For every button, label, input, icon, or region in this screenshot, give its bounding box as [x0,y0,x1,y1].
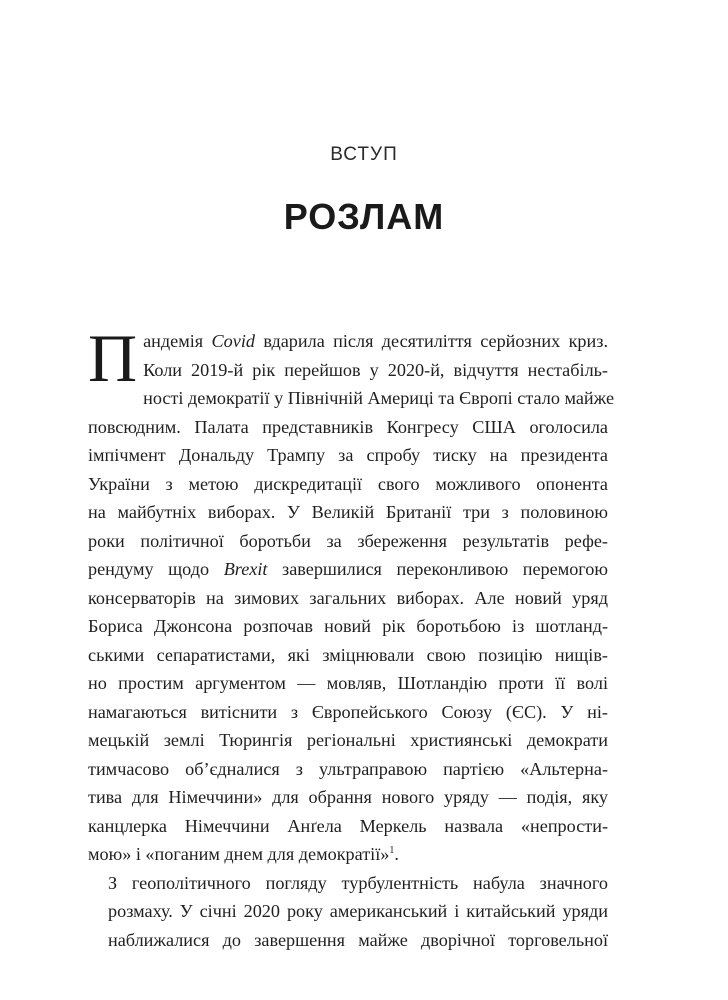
text-line: З геополітичного погляду турбулентність набула значного [108,872,608,893]
text-line: повсюдним. Палата представників Конгресу США оголосила [88,416,608,437]
text-run: андемія [143,331,212,351]
text-line: ності демократії у Північній Америці та Європі стало майже [143,388,615,408]
text-run: рендуму щодо [88,559,224,579]
text-line: ськими сепаратистами, які зміцнювали свою позицію нищів- [88,644,608,665]
text-line [88,840,608,869]
paragraph-2 [88,869,608,955]
text-line: роки політичної боротьби за збереження результатів рефе- [88,530,608,551]
text-line: імпічмент Дональду Трампу за спробу тиску на президента [88,445,608,465]
text-line [88,555,608,584]
footnote-mark[interactable]: 1 [389,844,395,856]
text-line [88,327,608,356]
paragraph-1 [88,320,615,869]
text-line: тива для Німеччини» для обрання нового уряду — подія, яку [88,787,608,807]
chapter-label: ВСТУП [330,144,398,165]
drop-cap: П [88,320,138,396]
text-line: но простим аргументом — мовляв, Шотландію проти її волі [88,673,608,693]
text-line: Бориса Джонсона розпочав новий рік боротьбою із шотланд- [88,616,608,636]
text-line: мецькій землі Тюрингія регіональні християнські демократи [88,730,608,750]
text-line: на майбутніх виборах. У Великій Британії три з половиною [88,502,608,522]
italic-term: Brexit [223,559,268,579]
text-line: Коли 2019-й рік перейшов у 2020-й, відчуття нестабіль- [143,359,608,380]
text-line: розмаху. У січні 2020 року американський і китайський уряди [108,901,608,921]
text-line: канцлерка Німеччини Анґела Меркель назвала «непрости- [88,815,608,836]
text-line: наближалися до завершення майже дворічної торговельної [108,929,608,950]
chapter-title: РОЗЛАМ [283,196,445,237]
text-line: тимчасово об’єдналися з ультраправою партією «Альтерна- [88,758,608,779]
text-line: України з метою дискредитації свого можливого опонента [88,473,608,494]
text-run: мою» і «поганим днем для демократії» [88,844,390,864]
text-run: . [394,844,399,864]
text-line: намагаються витіснити з Європейського Союзу (ЄС). У ні- [88,701,608,722]
text-line: консерваторів на зимових загальних виборах. Але новий уряд [88,587,608,608]
body-text [88,320,615,954]
italic-term: Covid [211,331,255,351]
text-run: завершилися переконливою перемогою [267,559,608,579]
text-run: вдарила після десятиліття серйозних криз. [254,331,608,351]
